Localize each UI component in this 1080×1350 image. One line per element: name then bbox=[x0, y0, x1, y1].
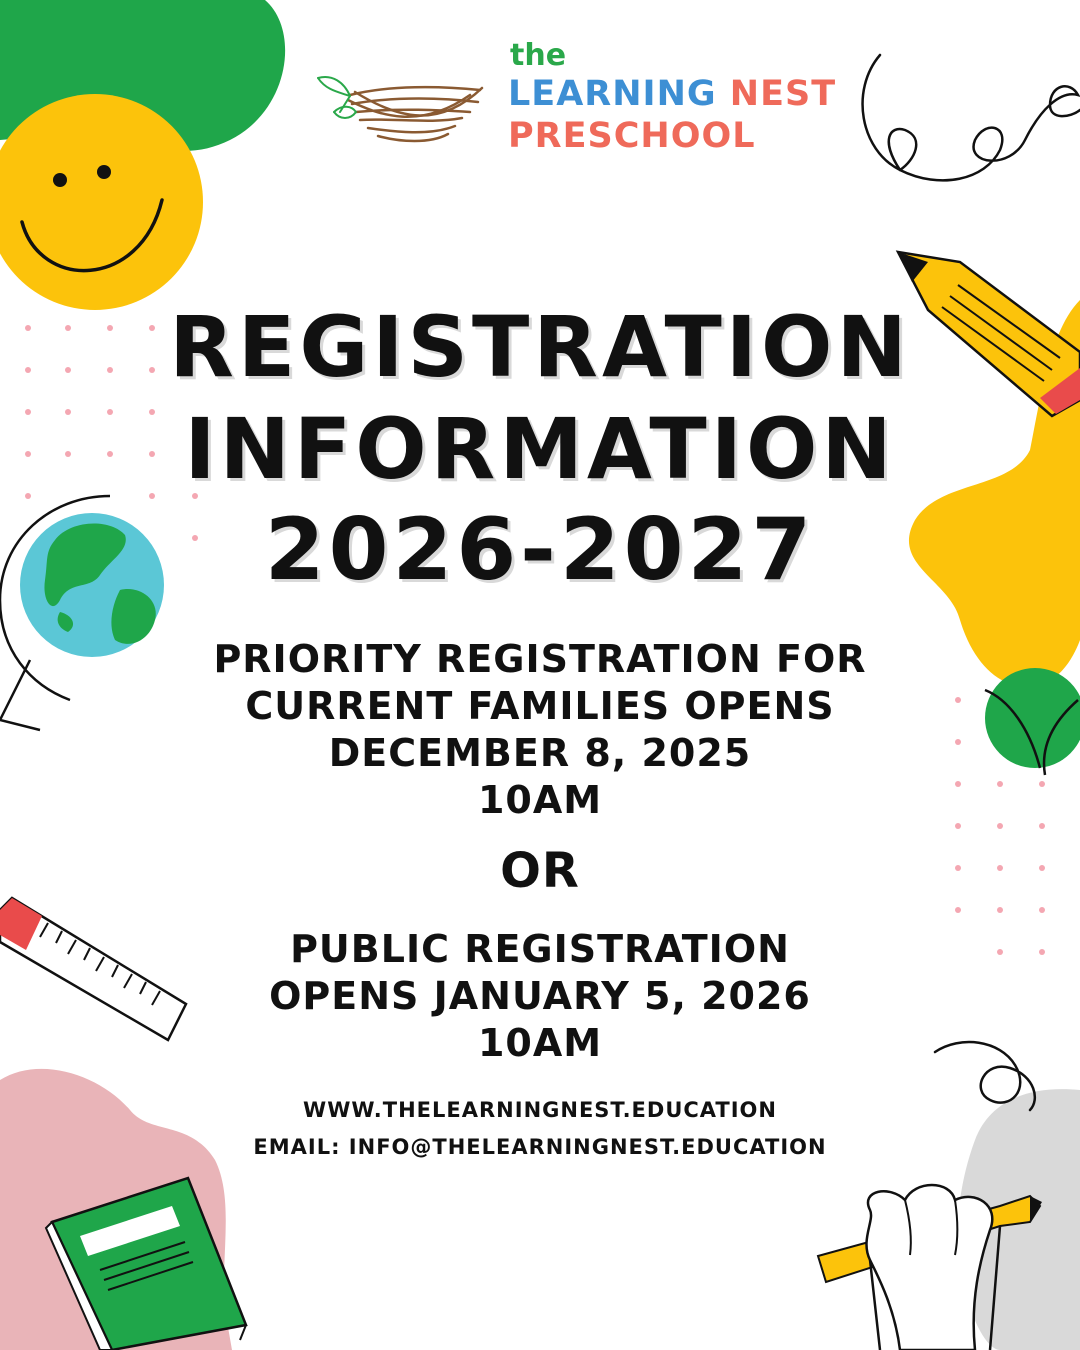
contact-info bbox=[0, 1092, 1080, 1166]
logo-preschool bbox=[508, 116, 756, 156]
swirl-icon bbox=[863, 55, 1080, 180]
logo-nest-text: NEST bbox=[729, 74, 837, 114]
headline-years: 2026-2027 bbox=[264, 500, 816, 600]
priority-time: 10AM bbox=[477, 778, 603, 822]
public-registration bbox=[0, 926, 1080, 1067]
logo-the bbox=[510, 38, 566, 73]
headline-line-2: INFORMATION bbox=[184, 400, 896, 498]
priority-registration bbox=[0, 636, 1080, 824]
or-separator: OR bbox=[500, 843, 580, 899]
email-link[interactable]: EMAIL: INFO@THELEARNINGNEST.EDUCATION bbox=[253, 1135, 827, 1159]
public-time: 10AM bbox=[477, 1021, 603, 1065]
public-line-1: PUBLIC REGISTRATION bbox=[290, 927, 790, 971]
logo-the-text: the bbox=[510, 38, 567, 73]
nest-logo-icon bbox=[318, 77, 482, 141]
public-date: OPENS JANUARY 5, 2026 bbox=[269, 974, 811, 1018]
logo-learning-nest bbox=[508, 74, 836, 114]
headline-line-1: REGISTRATION bbox=[169, 298, 911, 396]
priority-line-2: CURRENT FAMILIES OPENS bbox=[245, 684, 835, 728]
website-link[interactable]: WWW.THELEARNINGNEST.EDUCATION bbox=[303, 1098, 777, 1122]
logo-preschool-text: PRESCHOOL bbox=[508, 116, 756, 156]
priority-line-1: PRIORITY REGISTRATION FOR bbox=[213, 637, 867, 681]
logo-learning-text: LEARNING bbox=[508, 74, 717, 114]
priority-date: DECEMBER 8, 2025 bbox=[328, 731, 752, 775]
